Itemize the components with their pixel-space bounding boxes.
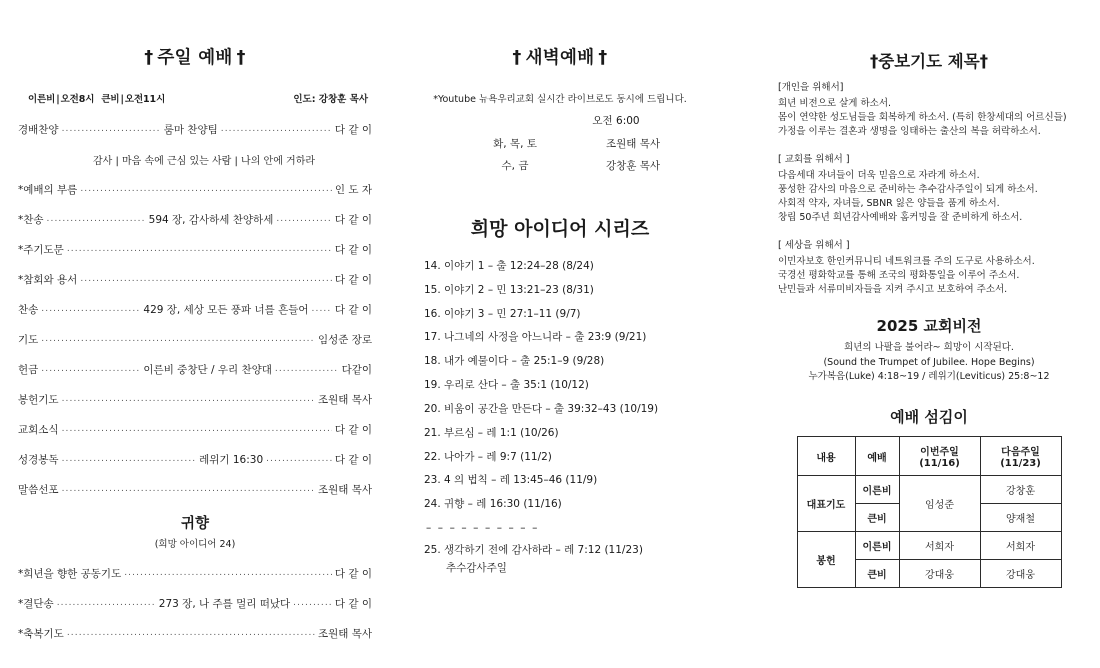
- leader-dots: [276, 214, 332, 224]
- list-item: 17. 나그네의 사정을 아느니라 – 출 23:9 (9/21): [424, 331, 647, 344]
- main-service-time: 오전11시: [124, 94, 166, 105]
- serving-table-title: 예배 섬김이: [890, 408, 968, 427]
- table-header-row: [797, 437, 1061, 476]
- list-item: 23. 4 의 법칙 – 레 13:45–46 (11/9): [424, 474, 598, 487]
- sunday-service-column: [18, 48, 372, 656]
- order-item-row: [18, 242, 372, 257]
- cell-next-week: 서희자: [980, 532, 1061, 560]
- column-header-next-week: 다음주일(11/23): [980, 437, 1061, 476]
- column-header-content: 내용: [797, 437, 855, 476]
- table-row: [797, 476, 1061, 504]
- order-item-detail: 273 장, 나 주를 멀리 떠났다: [158, 598, 291, 610]
- prayer-line: 다음세대 자녀들이 더욱 믿음으로 자라게 하소서.: [778, 170, 980, 182]
- order-item-label: *축복기도: [18, 628, 64, 640]
- table-row: [797, 532, 1061, 560]
- youtube-livestream-note: *Youtube 뉴욕우리교회 실시간 라이브로도 동시에 드립니다.: [433, 94, 687, 105]
- leader-dots: [67, 244, 332, 254]
- order-item-person: 다 같 이: [334, 244, 372, 256]
- cross-icon-right: †: [236, 48, 246, 68]
- dawn-schedule-row: [400, 158, 720, 173]
- vision-title: 2025 교회비전: [876, 317, 982, 336]
- order-item-row: [18, 392, 372, 407]
- prayer-group-heading: [ 세상을 위해서 ]: [778, 240, 850, 252]
- vision-line-korean: 희년의 나팔을 불어라~ 희망이 시작된다.: [844, 342, 1014, 354]
- order-item-row: [18, 302, 372, 317]
- order-item-label: *찬송: [18, 214, 44, 226]
- order-item-label: 성경봉독: [18, 454, 59, 466]
- service-times: 이른비|오전8시 큰비|오전11시: [28, 94, 166, 105]
- leader-dots: [67, 628, 315, 638]
- prayer-line: 풍성한 감사의 마음으로 준비하는 추수감사주일이 되게 하소서.: [778, 184, 1038, 196]
- order-item-row: [18, 482, 372, 497]
- hope-series-list: [400, 261, 720, 575]
- list-item-last-sub: 추수감사주일: [446, 562, 507, 575]
- order-item-label: 말씀선포: [18, 484, 59, 496]
- order-item-row: [18, 596, 372, 611]
- cell-next-week: 강대웅: [980, 560, 1061, 588]
- return-section-title: 귀향: [180, 516, 209, 532]
- order-item-label: 교회소식: [18, 424, 59, 436]
- cross-icon-right: †: [979, 52, 988, 71]
- order-item-person: 다 같 이: [334, 424, 372, 436]
- dawn-schedule-row: [400, 136, 720, 151]
- row-header-offering: 봉헌: [797, 532, 855, 588]
- cell-this-week: 임성준: [899, 476, 980, 532]
- order-item-row: [18, 626, 372, 641]
- order-item-label: *예배의 부름: [18, 184, 78, 196]
- leader-dots: [57, 598, 156, 608]
- cross-icon-left: †: [144, 48, 154, 68]
- order-item-person: 다같이: [341, 364, 372, 376]
- intercession-column: [778, 48, 1080, 588]
- list-item: 16. 이야기 3 – 민 27:1–11 (9/7): [424, 307, 581, 320]
- order-item-detail: 594 장, 감사하세 찬양하세: [148, 214, 274, 226]
- serving-table: [797, 436, 1062, 588]
- order-item-person: 임성준 장로: [317, 334, 372, 346]
- order-item-person: 조원태 목사: [317, 394, 372, 406]
- prayer-line: 가정을 이루는 결혼과 생명을 잉태하는 출산의 복을 허락하소서.: [778, 126, 1041, 138]
- order-item-person: 다 같 이: [334, 568, 372, 580]
- service-times-row: [28, 91, 368, 105]
- order-item-label: *참회와 용서: [18, 274, 78, 286]
- prayer-group-heading: [ 교회를 위해서 ]: [778, 154, 850, 166]
- dawn-schedule-leader: 조원태 목사: [605, 138, 661, 150]
- order-item-row: [18, 272, 372, 287]
- order-item-row: [18, 422, 372, 437]
- early-service-label: 이른비: [28, 94, 56, 105]
- leader-dots: [80, 184, 332, 194]
- order-item-person: 다 같 이: [334, 454, 372, 466]
- vision-scripture: 누가복음(Luke) 4:18~19 / 레위기(Leviticus) 25:8~12: [808, 370, 1050, 382]
- order-item-detail: 룸마 찬양팀: [163, 124, 218, 136]
- order-item-label: *결단송: [18, 598, 54, 610]
- list-item: 18. 내가 예물이다 – 출 25:1–9 (9/28): [424, 355, 605, 368]
- hope-series-title: 희망 아이디어 시리즈: [470, 218, 650, 240]
- order-item-row: [18, 332, 372, 347]
- leader-dots: [62, 124, 161, 134]
- order-item-row: [18, 182, 372, 197]
- order-item-label: *주기도문: [18, 244, 64, 256]
- scripture-reading: 레위기 16:30: [199, 454, 264, 466]
- leader-dots: [62, 454, 197, 464]
- order-item-label: 헌금: [18, 364, 39, 376]
- order-item-person: 다 같 이: [334, 598, 372, 610]
- dawn-schedule-leader: 강창훈 목사: [605, 160, 661, 172]
- dawn-service-title-text: 새벽예배: [525, 48, 595, 68]
- leader-dots: [312, 304, 332, 314]
- order-item-row: [18, 452, 372, 467]
- prayer-line: 난민들과 서류미비자들을 지켜 주시고 보호하여 주소서.: [778, 284, 1008, 296]
- order-item-row: [18, 122, 372, 137]
- order-item-person: 조원태 목사: [317, 484, 372, 496]
- dawn-schedule-days: 화, 목, 토: [493, 138, 537, 150]
- cell-this-week: 강대웅: [899, 560, 980, 588]
- list-item: 14. 이야기 1 – 출 12:24–28 (8/24): [424, 260, 594, 272]
- intercession-title: [778, 48, 1080, 72]
- prayer-line: 사회적 약자, 자녀들, SBNR 잃은 양들을 품게 하소서.: [778, 198, 1000, 210]
- order-item-person: 조원태 목사: [317, 628, 372, 640]
- prayer-line: 이민자보호 한인커뮤니티 네트워크를 주의 도구로 사용하소서.: [778, 256, 1035, 268]
- order-item-row: [18, 566, 372, 581]
- leader-dots: [275, 364, 339, 374]
- order-item-label: 봉헌기도: [18, 394, 59, 406]
- prayer-group-heading: [개인을 위해서]: [778, 82, 844, 93]
- early-service-time: 오전8시: [60, 94, 95, 105]
- return-section-subtitle: (희망 아이디어 24): [154, 539, 236, 550]
- service-leader: 인도: 강창훈 목사: [293, 94, 368, 105]
- cell-next-week: 양재철: [980, 504, 1061, 532]
- cell-next-week: 강창훈: [980, 476, 1061, 504]
- cross-icon-left: †: [870, 52, 879, 71]
- list-item: 22. 나아가 – 레 9:7 (11/2): [424, 450, 552, 463]
- order-item-person: 다 같 이: [334, 214, 372, 226]
- cross-icon-left: †: [512, 48, 522, 68]
- leader-dots: [62, 424, 332, 434]
- order-item-person: 다 같 이: [334, 304, 372, 316]
- leader-dots: [293, 598, 332, 608]
- order-item-row: [18, 362, 372, 377]
- leader-dots: [62, 394, 315, 404]
- leader-dots: [47, 214, 146, 224]
- order-item-person: 다 같 이: [334, 274, 372, 286]
- cell-service-type: 이른비: [855, 476, 899, 504]
- order-item-label: *희년을 향한 공동기도: [18, 568, 122, 580]
- dawn-schedule-days: 수, 금: [501, 160, 529, 172]
- cell-service-type: 이른비: [855, 532, 899, 560]
- leader-dots: [41, 334, 315, 344]
- dawn-service-title: [400, 48, 720, 69]
- praise-song-list: 감사 | 마음 속에 근심 있는 사람 | 나의 안에 거하라: [92, 156, 316, 167]
- intercession-title-text: 중보기도 제목: [878, 52, 980, 71]
- list-item: 20. 비움이 공간을 만든다 – 출 39:32–43 (10/19): [424, 402, 659, 415]
- prayer-line: 희년 비전으로 살게 하소서.: [778, 98, 892, 109]
- order-item-label: 기도: [18, 334, 39, 346]
- column-header-service: 예배: [855, 437, 899, 476]
- dawn-service-column: [400, 48, 720, 587]
- prayer-group-church: [778, 151, 1080, 225]
- sunday-service-title: [18, 48, 372, 69]
- list-item: 15. 이야기 2 – 민 13:21–23 (8/31): [424, 283, 594, 296]
- list-item: 19. 우리로 산다 – 출 35:1 (10/12): [424, 379, 589, 392]
- prayer-group-world: [778, 237, 1080, 297]
- prayer-group-personal: [778, 79, 1080, 139]
- row-header-representative-prayer: 대표기도: [797, 476, 855, 532]
- order-item-detail: 429 장, 세상 모든 풍파 너를 흔들어: [143, 304, 309, 316]
- dawn-service-time: 오전 6:00: [592, 115, 640, 127]
- order-item-detail: 이른비 중창단 / 우리 찬양대: [143, 364, 272, 376]
- leader-dots: [221, 124, 332, 134]
- prayer-line: 국경선 평화학교를 통해 조국의 평화통일을 이루어 주소서.: [778, 270, 1020, 282]
- prayer-line: 창립 50주년 희년감사예배와 홈커밍을 잘 준비하게 하소서.: [778, 212, 1023, 224]
- leader-dots: [124, 568, 332, 578]
- order-item-label: 경배찬양: [18, 124, 59, 136]
- sunday-service-title-text: 주일 예배: [157, 48, 233, 68]
- main-service-label: 큰비: [101, 94, 120, 105]
- column-header-this-week: 이번주일(11/16): [899, 437, 980, 476]
- prayer-line: 몸이 연약한 성도님들을 회복하게 하소서. (특히 한창세대의 어르신들): [778, 112, 1067, 124]
- list-item: 24. 귀향 – 레 16:30 (11/16): [424, 498, 562, 511]
- leader-dots: [266, 454, 332, 464]
- order-item-row: [18, 212, 372, 227]
- list-divider: – – – – – – – – – –: [426, 522, 539, 535]
- order-item-label: 찬송: [18, 304, 39, 316]
- list-item: 21. 부르심 – 레 1:1 (10/26): [424, 426, 559, 439]
- cross-icon-right: †: [598, 48, 608, 68]
- vision-line-english: (Sound the Trumpet of Jubilee. Hope Begins): [823, 356, 1035, 368]
- leader-dots: [62, 484, 315, 494]
- cell-service-type: 큰비: [855, 560, 899, 588]
- cell-this-week: 서희자: [899, 532, 980, 560]
- leader-dots: [41, 364, 140, 374]
- leader-dots: [41, 304, 140, 314]
- cell-service-type: 큰비: [855, 504, 899, 532]
- leader-dots: [80, 274, 332, 284]
- order-item-person: 다 같 이: [334, 124, 372, 136]
- list-item-last: 25. 생각하기 전에 감사하라 – 레 7:12 (11/23): [424, 544, 643, 557]
- order-item-person: 인 도 자: [334, 184, 372, 196]
